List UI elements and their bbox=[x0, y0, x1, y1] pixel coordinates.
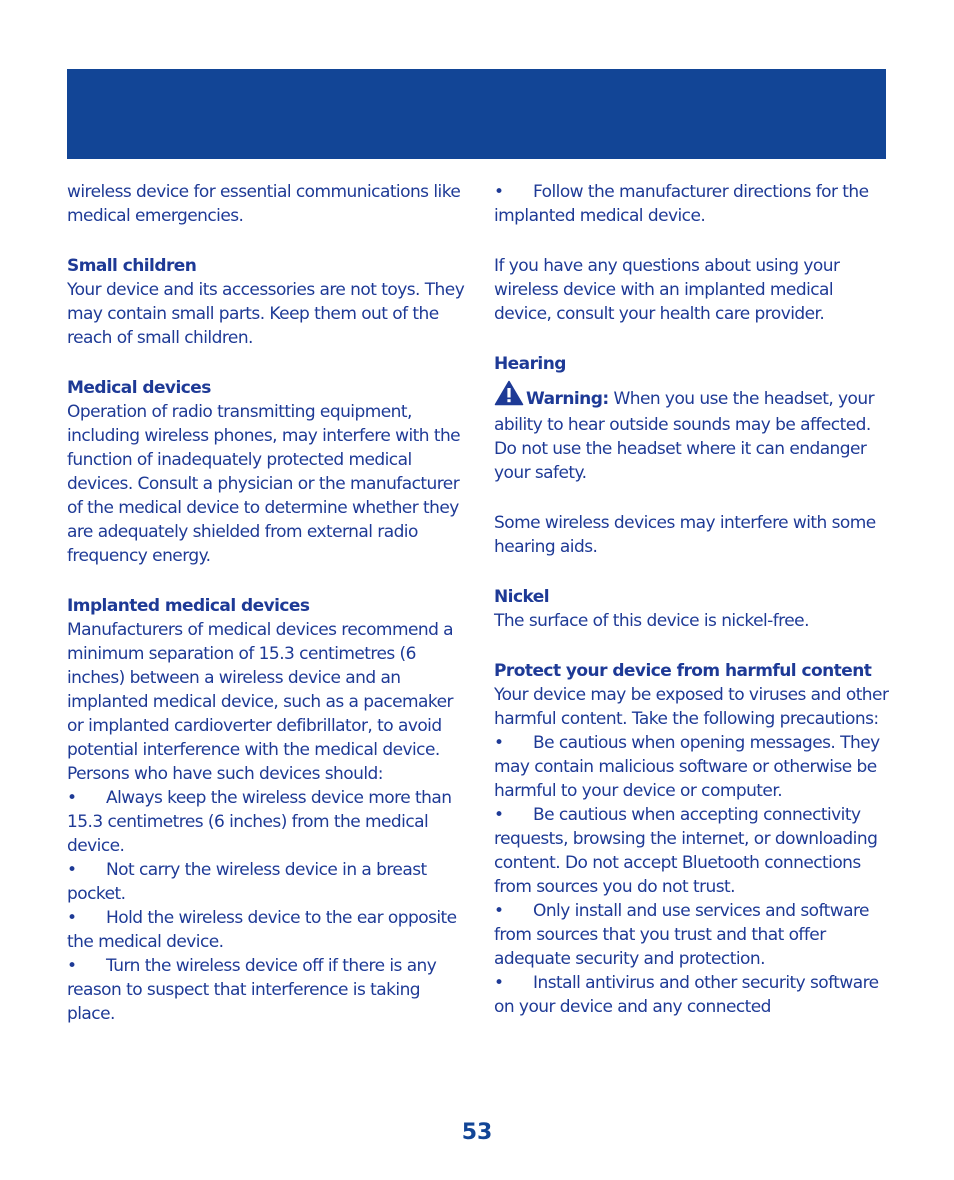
nickel-body: The surface of this device is nickel-free. bbox=[494, 611, 809, 631]
list-item: • Hold the wireless device to the ear opposite the medical device. bbox=[67, 908, 457, 952]
heading-implanted-medical-devices: Implanted medical devices bbox=[67, 596, 310, 616]
list-item: • Be cautious when accepting connectivity requests, browsing the internet, or downloading content. Do not accept Bluetooth connections from sources you do not trust. bbox=[494, 805, 878, 897]
list-item: • Install antivirus and other security software on your device and any connected bbox=[494, 973, 879, 1017]
medical-devices-body: Operation of radio transmitting equipment, including wireless phones, may interfere with the function of inadequately protected medical devices. Consult a physician or the manufacturer of the medical device to determine whether they are adequately shielded from external radio frequency energy. bbox=[67, 402, 461, 566]
bullet-icon: • bbox=[494, 901, 504, 921]
list-item: • Always keep the wireless device more than 15.3 centimetres (6 inches) from the medical device. bbox=[67, 788, 452, 856]
list-item: • Only install and use services and software from sources that you trust and that offer adequate security and protection. bbox=[494, 901, 869, 969]
warning-note bbox=[494, 380, 894, 485]
bullet-icon: • bbox=[494, 973, 504, 993]
list-item: • Turn the wireless device off if there is any reason to suspect that interference is taking place. bbox=[67, 956, 437, 1024]
implanted-body: Manufacturers of medical devices recommend a minimum separation of 15.3 centimetres (6 inches) between a wireless device and an implanted medical device, such as a pacemaker or implanted cardioverter defibrillator, to avoid potential interference with the medical device. Persons who have such devices should: bbox=[67, 620, 454, 784]
bullet-icon: • bbox=[67, 860, 77, 880]
list-item: • Follow the manufacturer directions for the implanted medical device. bbox=[494, 182, 869, 226]
small-children-body: Your device and its accessories are not toys. They may contain small parts. Keep them out of the reach of small children. bbox=[67, 280, 465, 348]
heading-hearing: Hearing bbox=[494, 354, 566, 374]
heading-nickel: Nickel bbox=[494, 587, 550, 607]
heading-protect-device: Protect your device from harmful content bbox=[494, 661, 872, 681]
page-number: 53 bbox=[461, 1120, 493, 1145]
bullet-icon: • bbox=[494, 182, 504, 202]
heading-small-children: Small children bbox=[67, 256, 197, 276]
warning-label: Warning: bbox=[526, 389, 609, 409]
list-item: • Be cautious when opening messages. They may contain malicious software or otherwise be harmful to your device or computer. bbox=[494, 733, 880, 801]
bullet-icon: • bbox=[67, 908, 77, 928]
bullet-icon: • bbox=[67, 788, 77, 808]
bullet-icon: • bbox=[494, 805, 504, 825]
bullet-icon: • bbox=[67, 956, 77, 976]
warning-triangle-icon bbox=[494, 380, 524, 413]
hearing-aids-paragraph: Some wireless devices may interfere with some hearing aids. bbox=[494, 513, 876, 557]
intro-paragraph: wireless device for essential communications like medical emergencies. bbox=[67, 182, 461, 226]
warning-text: When you use the headset, your ability to hear outside sounds may be affected. Do not use the headset where it can endanger your safety. bbox=[494, 389, 875, 483]
header-bar bbox=[67, 69, 886, 159]
right-column bbox=[494, 180, 894, 1019]
left-column bbox=[67, 180, 467, 1026]
list-item: • Not carry the wireless device in a breast pocket. bbox=[67, 860, 427, 904]
protect-body: Your device may be exposed to viruses and other harmful content. Take the following precautions: bbox=[494, 685, 889, 729]
questions-paragraph: If you have any questions about using your wireless device with an implanted medical device, consult your health care provider. bbox=[494, 256, 840, 324]
heading-medical-devices: Medical devices bbox=[67, 378, 211, 398]
bullet-icon: • bbox=[494, 733, 504, 753]
